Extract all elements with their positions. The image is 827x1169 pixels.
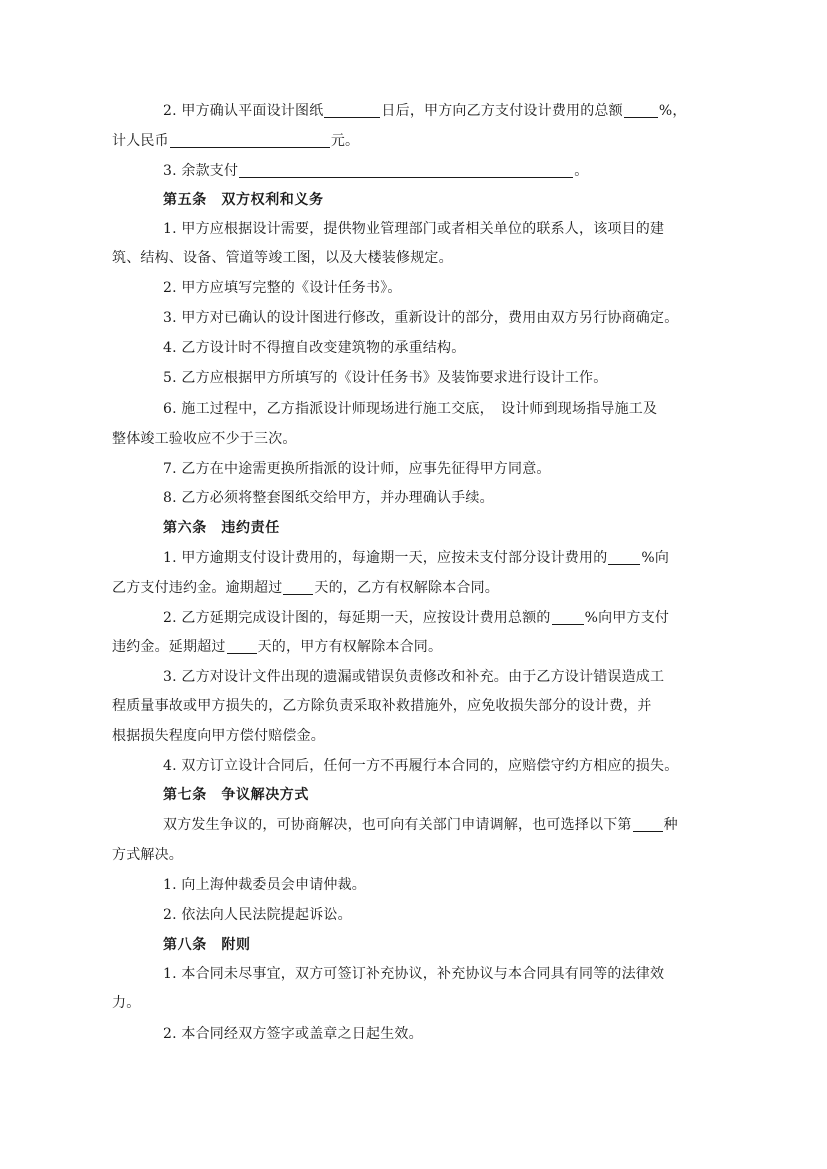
section-heading [163, 935, 251, 955]
text-segment: 违约金。延期超过 [112, 639, 226, 655]
paragraph-line [163, 608, 669, 628]
text-segment: 乙方支付违约金。逾期超过 [112, 580, 283, 596]
fill-in-blank [608, 549, 640, 565]
paragraph-line [163, 368, 607, 388]
text-segment: 根据损失程度向甲方偿付赔偿金。 [112, 728, 325, 744]
text-segment: 第六条 违约责任 [163, 520, 280, 536]
paragraph-line [163, 905, 352, 925]
text-segment: 4. 双方订立设计合同后，任何一方不再履行本合同的，应赔偿守约方相应的损失。 [163, 758, 679, 774]
text-segment: 2. 依法向人民法院提起诉讼。 [163, 907, 352, 923]
text-segment: 8. 乙方必须将整套图纸交给甲方，并办理确认手续。 [163, 490, 494, 506]
fill-in-blank [283, 579, 313, 595]
text-segment: 计人民币 [112, 133, 169, 149]
paragraph-line [163, 101, 687, 121]
fill-in-blank [227, 638, 257, 654]
paragraph-line [163, 278, 402, 298]
paragraph-line [163, 964, 664, 984]
text-segment: 3. 乙方对设计文件出现的遗漏或错误负责修改和补充。由于乙方设计错误造成工 [163, 669, 665, 685]
text-segment: 2. 甲方应填写完整的《设计任务书》。 [163, 280, 402, 296]
paragraph-line [163, 875, 366, 895]
text-segment: 第五条 双方权利和义务 [163, 192, 324, 208]
text-segment: 2. 乙方延期完成设计图的，每延期一天，应按设计费用总额的 [163, 610, 551, 626]
paragraph-line [163, 815, 678, 835]
text-segment: 1. 甲方应根据设计需要，提供物业管理部门或者相关单位的联系人，该项目的建 [163, 221, 665, 237]
fill-in-blank [324, 102, 380, 118]
paragraph-line [163, 399, 657, 419]
text-segment: 1. 向上海仲裁委员会申请仲裁。 [163, 877, 367, 893]
text-segment: 1. 甲方逾期支付设计费用的，每逾期一天，应按未支付部分设计费用的 [163, 550, 608, 566]
text-segment: 3. 甲方对已确认的设计图进行修改，重新设计的部分，费用由双方另行协商确定。 [163, 310, 679, 326]
text-segment: 2. 本合同经双方签字或盖章之日起生效。 [163, 1026, 423, 1042]
paragraph-line [163, 161, 588, 181]
fill-in-blank [170, 132, 330, 148]
text-segment: 4. 乙方设计时不得擅自改变建筑物的承重结构。 [163, 340, 466, 356]
text-segment: 1. 本合同未尽事宜，双方可签订补充协议，补充协议与本合同具有同等的法律效 [163, 966, 665, 982]
section-heading [163, 518, 280, 538]
text-segment: %向 [641, 550, 670, 566]
text-segment: %向甲方支付 [584, 610, 670, 626]
paragraph-line [163, 338, 465, 358]
text-segment: 3. 余款支付 [163, 163, 239, 179]
text-segment: 力。 [112, 995, 141, 1011]
paragraph-line [112, 131, 359, 151]
paragraph-line [112, 993, 140, 1013]
paragraph-line [112, 637, 442, 657]
text-segment: 方式解决。 [112, 847, 183, 863]
text-segment: %， [658, 103, 687, 119]
section-heading [163, 785, 309, 805]
text-segment: 整体竣工验收应不少于三次。 [112, 431, 297, 447]
paragraph-line [163, 667, 664, 687]
text-segment: 筑、结构、设备、管道等竣工图，以及大楼装修规定。 [112, 250, 453, 266]
text-segment: 7. 乙方在中途需更换所指派的设计师，应事先征得甲方同意。 [163, 461, 551, 477]
fill-in-blank [552, 609, 584, 625]
paragraph-line [163, 219, 664, 239]
text-segment: 。 [574, 163, 589, 179]
text-segment: 种 [663, 817, 678, 833]
paragraph-line [112, 429, 297, 449]
fill-in-blank [239, 162, 573, 178]
text-segment: 天的，乙方有权解除本合同。 [314, 580, 500, 596]
paragraph-line [163, 1024, 423, 1044]
fill-in-blank [624, 102, 658, 118]
text-segment: 6. 施工过程中，乙方指派设计师现场进行施工交底， 设计师到现场指导施工及 [163, 401, 658, 417]
text-segment: 5. 乙方应根据甲方所填写的《设计任务书》及装饰要求进行设计工作。 [163, 370, 608, 386]
paragraph-line [112, 726, 325, 746]
paragraph-line [163, 756, 678, 776]
paragraph-line [112, 578, 499, 598]
paragraph-line [163, 548, 669, 568]
text-segment: 双方发生争议的，可协商解决，也可向有关部门申请调解，也可选择以下第 [163, 817, 632, 833]
paragraph-line [112, 845, 183, 865]
text-segment: 第八条 附则 [163, 937, 251, 953]
text-segment: 元。 [330, 133, 360, 149]
paragraph-line [163, 308, 678, 328]
text-segment: 第七条 争议解决方式 [163, 787, 309, 803]
text-segment: 日后，甲方向乙方支付设计费用的总额 [381, 103, 623, 119]
text-segment: 天的，甲方有权解除本合同。 [257, 639, 443, 655]
paragraph-line [112, 248, 453, 268]
paragraph-line [163, 459, 551, 479]
section-heading [163, 190, 324, 210]
paragraph-line [112, 696, 652, 716]
fill-in-blank [633, 816, 663, 832]
text-segment: 程质量事故或甲方损失的，乙方除负责采取补救措施外，应免收损失部分的设计费，并 [112, 698, 652, 714]
paragraph-line [163, 488, 494, 508]
text-segment: 2. 甲方确认平面设计图纸 [163, 103, 324, 119]
